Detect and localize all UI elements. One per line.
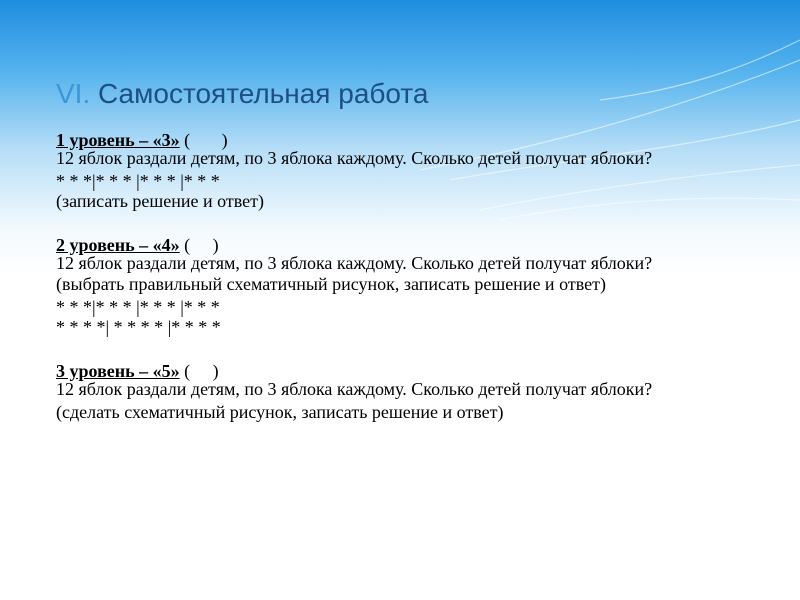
title-number: VI. [56,78,91,109]
level2-paren: ( ) [184,235,219,255]
level3-header [56,361,776,381]
spacer [56,337,776,361]
level1-task: 12 яблок раздали детям, по 3 яблока каждому. Сколько детей получат яблоки? [56,148,653,168]
title-text: Самостоятельная работа [98,78,429,109]
level2-scheme-a: * * *|* * * |* * * |* * * [56,297,220,317]
level3-heading: 3 уровень – «5» [56,361,180,381]
level1-heading: 1 уровень – «3» [56,130,180,150]
slide-title [56,78,428,110]
level3-task: 12 яблок раздали детям, по 3 яблока каждому. Сколько детей получат яблоки? [56,379,653,399]
level3-paren: ( ) [184,361,219,381]
level2-header [56,235,776,255]
level2-heading: 2 уровень – «4» [56,235,180,255]
spacer [56,211,776,235]
level2-scheme-b: * * * *| * * * * |* * * * [56,317,221,337]
level1-paren: ( ) [184,130,228,150]
level1-instruction: (записать решение и ответ) [56,191,265,211]
level3-instruction: (сделать схематичный рисунок, записать решение и ответ) [56,402,504,422]
level1-header [56,130,776,150]
level1-scheme: * * *|* * * |* * * |* * * [56,171,220,191]
content [56,130,776,422]
level2-instruction: (выбрать правильный схематичный рисунок, записать решение и ответ) [56,274,606,294]
level2-task: 12 яблок раздали детям, по 3 яблока каждому. Сколько детей получат яблоки? [56,253,653,273]
